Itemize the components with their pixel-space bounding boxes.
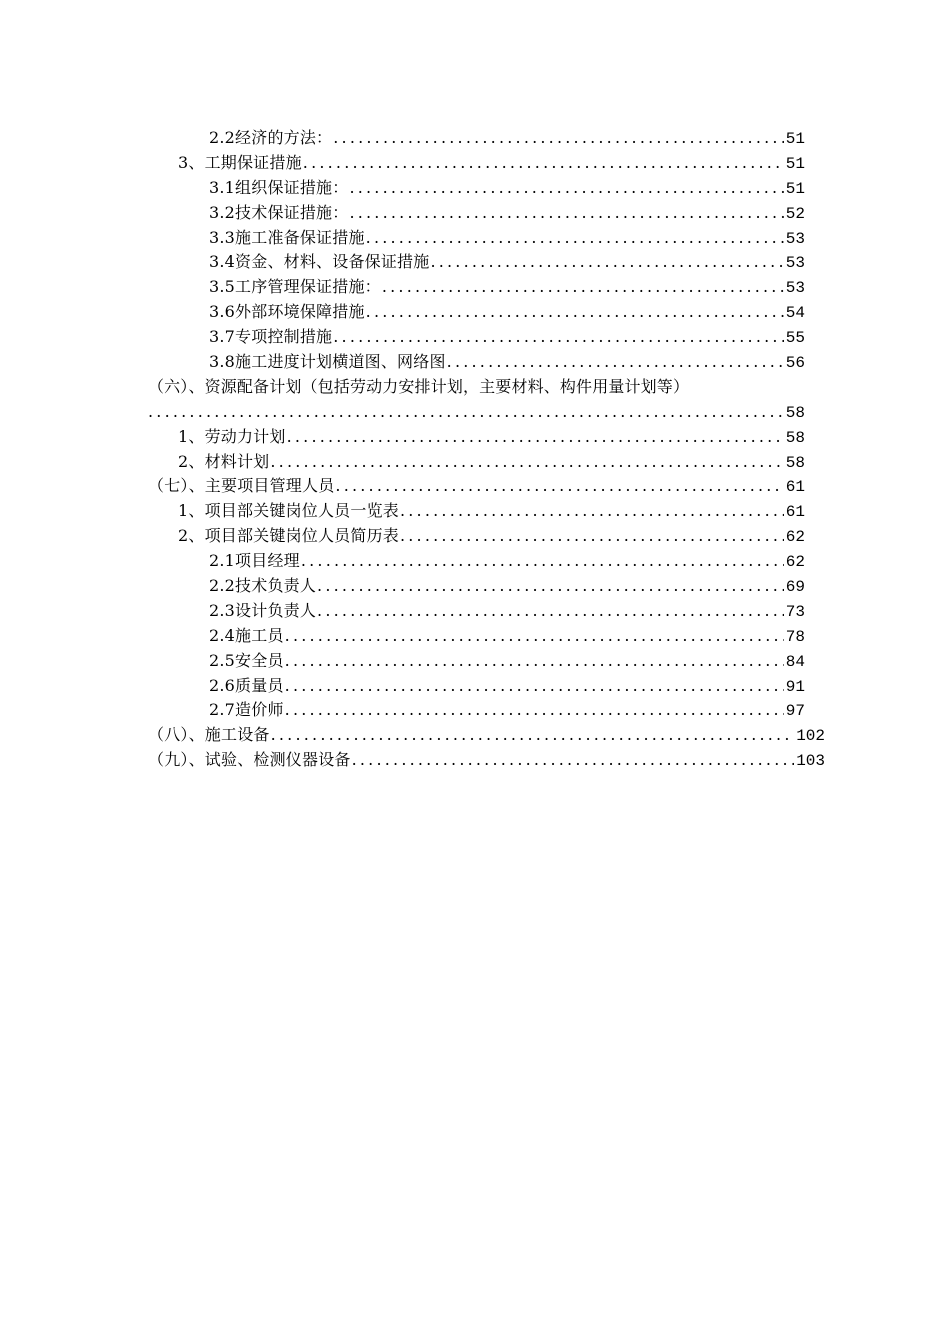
toc-leader-dots [349,176,783,201]
toc-leader-dots [366,226,784,251]
toc-entry[interactable] [0,300,950,325]
toc-entry-title: 3、工期保证措施 [178,152,302,172]
toc-leader-dots [285,624,784,649]
toc-entry-title: 2.2技术负责人 [209,576,317,596]
toc-entry-page: 102 [796,727,825,746]
toc-entry[interactable] [0,425,950,450]
toc-entry-title: 3.3施工准备保证措施 [209,227,365,247]
toc-leader-dots [430,250,783,275]
toc-leader-dots [349,201,783,226]
toc-entry[interactable] [0,126,950,151]
toc-entry-page: 84 [785,652,805,671]
toc-entry[interactable] [0,474,950,499]
toc-entry-page: 53 [785,279,805,298]
toc-entry-page: 51 [785,130,805,148]
toc-entry[interactable] [0,350,950,375]
toc-entry-page: 78 [785,627,805,646]
toc-leader-dots [447,350,784,375]
toc-entry[interactable] [0,450,950,475]
toc-leader-dots [333,325,784,350]
toc-entry[interactable] [0,499,950,524]
toc-entry-title: （七）、主要项目管理人员 [148,476,335,496]
toc-leader-dots [333,126,784,151]
toc-leader-dots [301,549,784,574]
toc-entry-page: 55 [785,329,805,348]
toc-entry-title: 3.5工序管理保证措施： [209,277,381,297]
toc-entry-title: 2、材料计划 [178,451,270,471]
toc-entry-page: 73 [785,602,805,621]
toc-entry-page: 53 [785,254,805,273]
toc-leader-dots [382,275,784,300]
toc-entry-title: （六）、资源配备计划（包括劳动力安排计划，主要材料、构件用量计划等） [148,376,690,396]
toc-leader-dots [285,698,784,723]
toc-leader-dots [352,748,795,773]
toc-entry[interactable] [0,176,950,201]
toc-entry-title: 2.5安全员 [209,650,284,670]
toc-entry-wrapped-line1[interactable] [0,375,950,400]
toc-entry[interactable] [0,325,950,350]
toc-entry[interactable] [0,226,950,251]
toc-entry-title: 1、劳动力计划 [178,426,286,446]
toc-entry-page: 61 [785,478,805,497]
toc-entry[interactable] [0,674,950,699]
toc-entry-page: 53 [785,229,805,248]
toc-leader-dots [285,674,784,699]
toc-entry-page: 54 [785,304,805,323]
toc-entry-title: （八）、施工设备 [148,725,270,745]
toc-entry[interactable] [0,723,950,748]
toc-entry-page: 58 [785,453,805,472]
toc-entry-title: 3.6外部环境保障措施 [209,302,365,322]
toc-entry-page: 51 [785,154,805,173]
toc-entry-page: 97 [785,702,805,721]
toc-entry[interactable] [0,574,950,599]
toc-entry[interactable] [0,624,950,649]
toc-entry-title: （九）、试验、检测仪器设备 [148,750,351,770]
toc-leader-dots [366,300,784,325]
toc-entry[interactable] [0,201,950,226]
toc-entry-title: 3.8施工进度计划横道图、网络图 [209,352,446,372]
toc-entry-title: 2.7造价师 [209,700,284,720]
toc-leader-dots [285,649,784,674]
toc-entry[interactable] [0,649,950,674]
toc-leader-dots [400,499,784,524]
toc-leader-dots [335,474,783,499]
toc-entry-page: 62 [785,528,805,547]
toc-entry-page: 62 [785,553,805,572]
toc-entry-title: 2.4施工员 [209,625,284,645]
table-of-contents [0,126,950,773]
toc-entry-page: 52 [785,204,805,223]
toc-entry-title: 1、项目部关键岗位人员一览表 [178,501,399,521]
toc-entry[interactable] [0,275,950,300]
toc-entry-title: 3.2技术保证措施： [209,202,349,222]
toc-leader-dots [270,450,783,475]
toc-leader-dots [400,524,784,549]
toc-leader-dots [148,400,784,425]
toc-entry[interactable] [0,151,950,176]
toc-leader-dots [271,723,795,748]
toc-entry[interactable] [0,524,950,549]
toc-entry-title: 3.7专项控制措施 [209,327,333,347]
toc-entry-title: 2.1项目经理 [209,551,300,571]
toc-entry-title: 2.2经济的方法： [209,128,333,147]
toc-leader-dots [317,599,784,624]
toc-entry[interactable] [0,250,950,275]
toc-entry-page: 58 [785,428,805,447]
toc-entry-page: 56 [785,354,805,373]
toc-entry-title: 2.3设计负责人 [209,600,317,620]
toc-entry-wrapped-line2[interactable] [0,400,950,425]
toc-entry[interactable] [0,748,950,773]
toc-entry-title: 3.1组织保证措施： [209,177,349,197]
toc-leader-dots [317,574,784,599]
toc-entry[interactable] [0,599,950,624]
toc-entry-title: 2、项目部关键岗位人员简历表 [178,526,399,546]
toc-entry-page: 51 [785,179,805,198]
toc-entry-page: 58 [785,403,805,422]
toc-entry[interactable] [0,549,950,574]
toc-entry-title: 2.6质量员 [209,675,284,695]
toc-entry-page: 69 [785,578,805,597]
toc-entry[interactable] [0,698,950,723]
toc-leader-dots [303,151,784,176]
toc-entry-page: 61 [785,503,805,522]
toc-entry-page: 91 [785,677,805,696]
toc-entry-page: 103 [796,752,825,771]
toc-leader-dots [287,425,784,450]
toc-entry-title: 3.4资金、材料、设备保证措施 [209,252,430,272]
